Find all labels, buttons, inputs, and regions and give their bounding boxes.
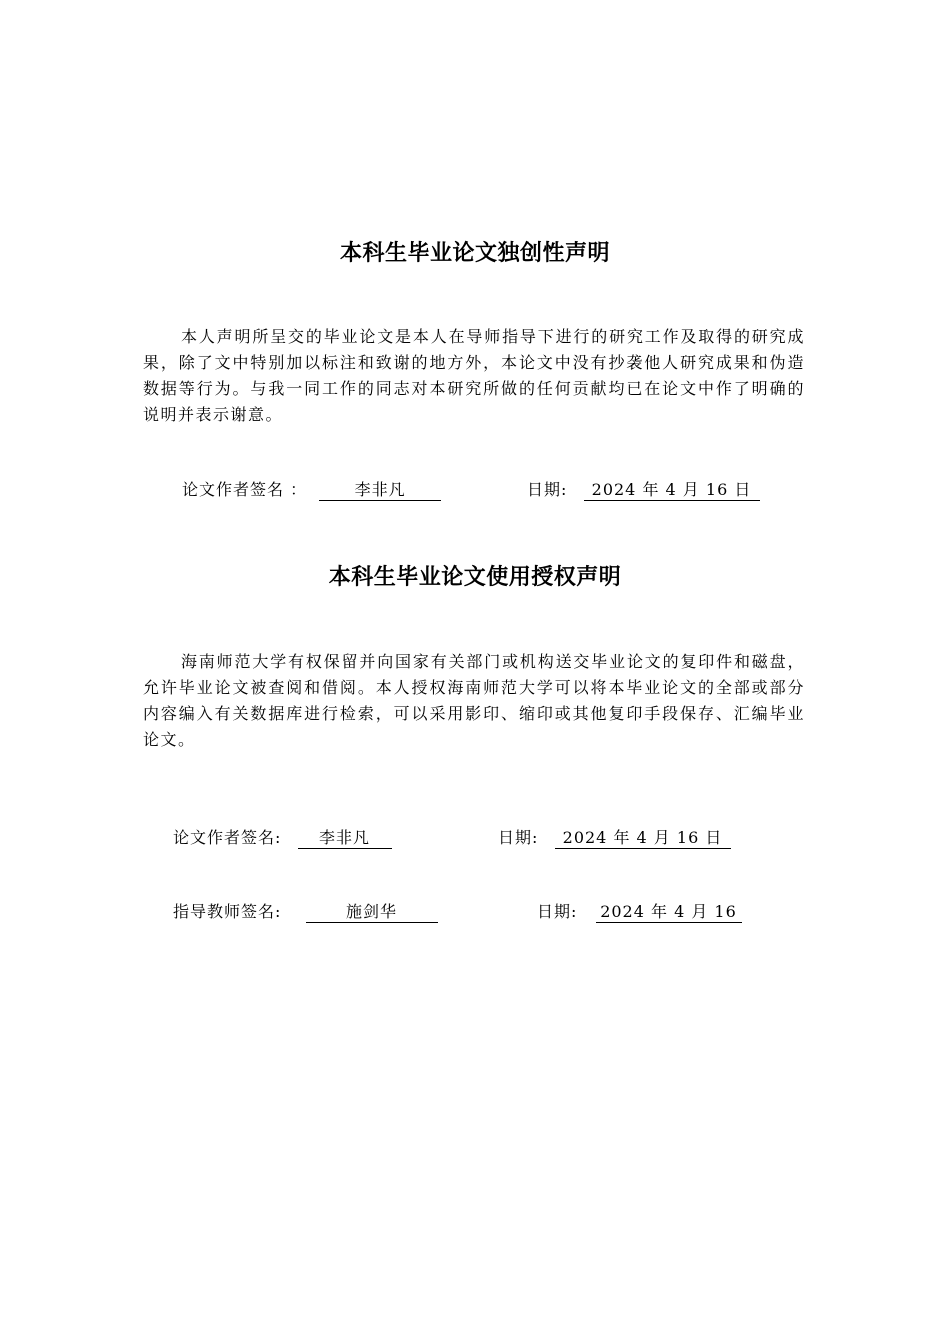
originality-author-signature-row (182, 477, 441, 501)
authorization-author-date-row (498, 825, 731, 849)
date-label: 日期: (537, 902, 578, 921)
authorization-body: 海南师范大学有权保留并向国家有关部门或机构送交毕业论文的复印件和磁盘，允许毕业论文被查阅和借阅。本人授权海南师范大学可以将本毕业论文的全部或部分内容编入有关数据库进行检索，可以采用影印、缩印或其他复印手段保存、汇编毕业论文。 (143, 652, 805, 749)
author-signature-label: 论文作者签名 ： (182, 480, 308, 499)
date-label: 日期: (498, 828, 539, 847)
advisor-signature-row (173, 899, 438, 923)
date-value: 2024 年 4 月 16 日 (584, 481, 760, 501)
author-signature-label: 论文作者签名: (173, 828, 282, 847)
author-signature-value: 李非凡 (298, 829, 392, 849)
originality-body: 本人声明所呈交的毕业论文是本人在导师指导下进行的研究工作及取得的研究成果，除了文中特别加以标注和致谢的地方外，本论文中没有抄袭他人研究成果和伪造数据等行为。与我一同工作的同志对本研究所做的任何贡献均已在论文中作了明确的说明并表示谢意。 (143, 327, 805, 424)
advisor-signature-label: 指导教师签名: (173, 902, 282, 921)
authorization-author-signature-row (173, 825, 392, 849)
author-signature-value: 李非凡 (319, 481, 441, 501)
date-value: 2024 年 4 月 16 日 (555, 829, 731, 849)
authorization-title: 本科生毕业论文使用授权声明 (328, 565, 622, 590)
originality-title: 本科生毕业论文独创性声明 (339, 241, 610, 266)
originality-date-row (527, 477, 760, 501)
date-value: 2024 年 4 月 16 (596, 903, 742, 923)
date-label: 日期: (527, 480, 568, 499)
advisor-date-row (537, 899, 742, 923)
advisor-signature-value: 施剑华 (306, 903, 438, 923)
